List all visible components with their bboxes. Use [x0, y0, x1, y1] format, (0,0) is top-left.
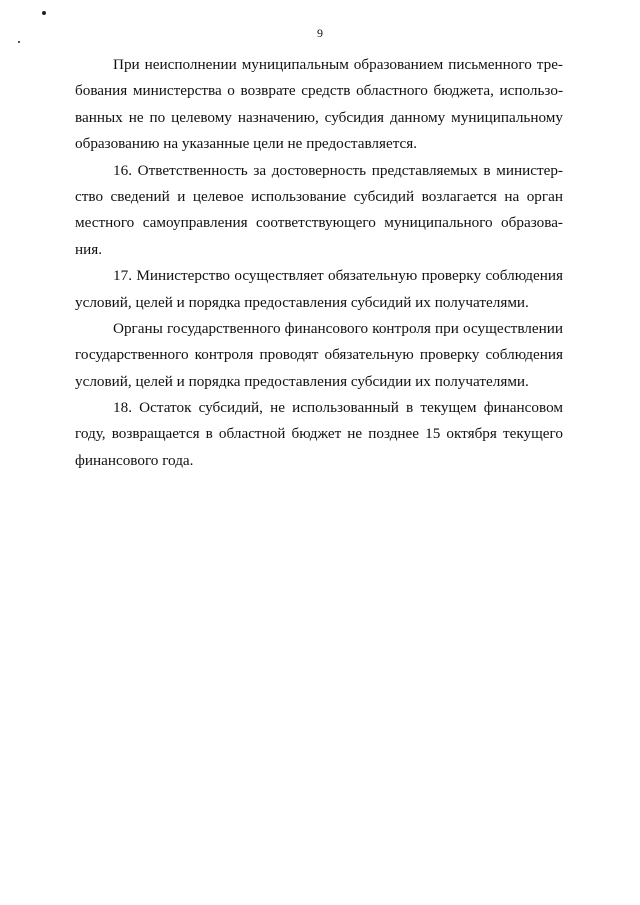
text-line: государственного контроля проводят обязательную проверку соблюдения — [75, 346, 563, 364]
paragraph-17-inspection — [75, 263, 563, 316]
text-line: образованию на указанные цели не предоставляется. — [75, 135, 418, 153]
page-number: 9 — [317, 26, 323, 40]
text-line: бования министерства о возврате средств областного бюджета, использо- — [75, 82, 563, 100]
text-line: ство сведений и целевое использование субсидий возлагается на орган — [75, 187, 563, 205]
scan-speck — [18, 41, 20, 43]
paragraph-18-remainder — [75, 395, 563, 474]
paragraph-no-subsidy — [75, 52, 563, 158]
text-line: местного самоуправления соответствующего муниципального образова- — [75, 214, 563, 232]
scan-speck — [42, 11, 46, 15]
text-line: Органы государственного финансового контроля при осуществлении — [113, 319, 563, 337]
text-line: финансового года. — [75, 451, 194, 469]
text-line: условий, целей и порядка предоставления субсидии их получателями. — [75, 372, 529, 390]
paragraph-16-responsibility — [75, 158, 563, 264]
text-line: 18. Остаток субсидий, не использованный в текущем финансовом — [113, 399, 563, 417]
text-line: условий, целей и порядка предоставления субсидий их получателями. — [75, 293, 529, 311]
text-line: При неисполнении муниципальным образованием письменного тре- — [113, 56, 563, 73]
text-line: 17. Министерство осуществляет обязательную проверку соблюдения — [113, 267, 563, 285]
document-body — [75, 52, 563, 474]
text-line: ванных не по целевому назначению, субсидия данному муниципальному — [75, 108, 563, 126]
text-line: 16. Ответственность за достоверность представляемых в министер- — [113, 161, 563, 179]
text-line: году, возвращается в областной бюджет не позднее 15 октября текущего — [75, 425, 563, 443]
text-line: ния. — [75, 240, 103, 258]
paragraph-financial-control — [75, 316, 563, 395]
